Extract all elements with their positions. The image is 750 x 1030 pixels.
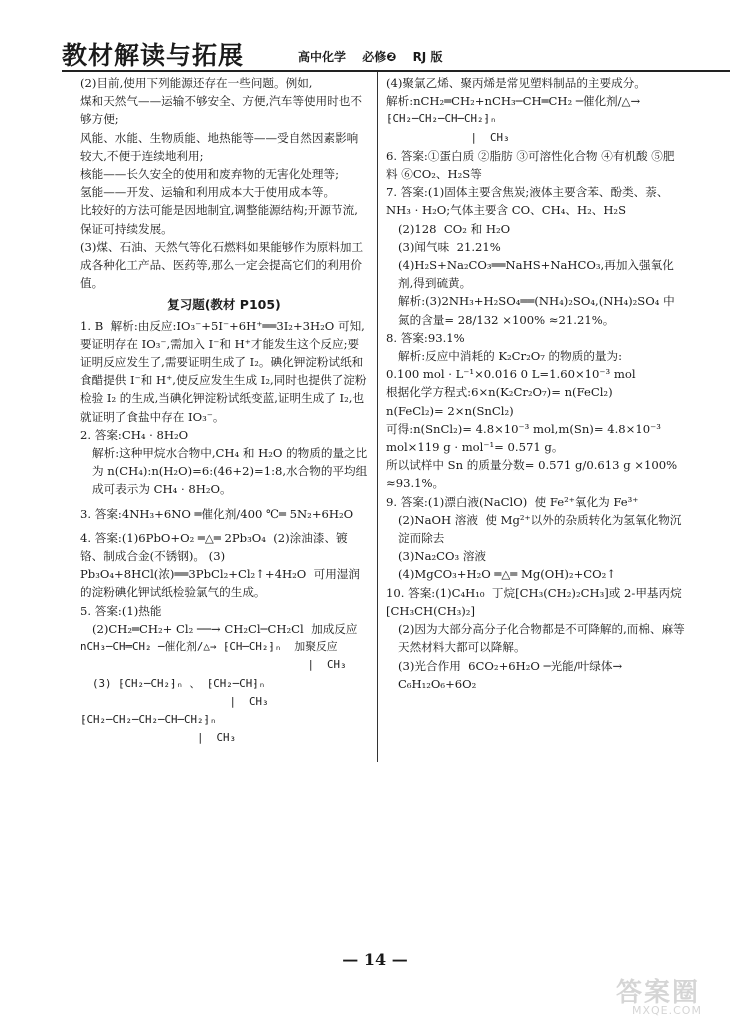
answer-q5-part3-branch: | CH₃ [80,658,347,672]
answer-q5-part4-branch: | CH₃ [80,694,269,708]
answer-q7-part3: (3)闻气味 21.21% [398,239,501,254]
answer-q5-part6: (4)聚氯乙烯、聚丙烯是常见塑料制品的主要成分。 [386,76,646,90]
analysis-q8-line3: 根据化学方程式:6×n(K₂Cr₂O₇)= n(FeCl₂) [386,385,613,400]
analysis-q8-line4: n(FeCl₂)= 2×n(SnCl₂) [386,403,514,418]
answer-q10-part3: (3)光合作用 6CO₂+6H₂O ─光能/叶绿体→ C₆H₁₂O₆+6O₂ [398,658,626,691]
answer-q5-part1: 5. 答案:(1)热能 [80,603,162,618]
paragraph-intro: (2)目前,使用下列能源还存在一些问题。例如, [80,76,313,90]
answer-q7-part2: (2)128 CO₂ 和 H₂O [398,221,511,236]
review-section-title: 复习题(教材 P105) [167,297,281,313]
analysis-q7: 解析:(3)2NH₃+H₂SO₄══(NH₄)₂SO₄,(NH₄)₂SO₄ 中氮的含量= 28/132 ×100% ≈21.21%。 [398,294,675,327]
answer-q1: 1. B 解析:由反应:IO₃⁻+5I⁻+6H⁺══3I₂+3H₂O 可知,要证明存在 IO₃⁻,需加入 I⁻和 H⁺才能发生这个反应;要证明反应发生了,需要证明生成了 I₂。碘化钾淀粉试纸和食醋提供 I⁻和 H⁺,使反应发生生成 I₂,同时也提供了淀粉检验 I₂ 的生成,当碘化钾淀粉试纸变蓝,证明生成了 I₂,也就证明了食盐中存在 IO₃⁻。 [80,318,367,424]
paragraph-nuclear: 核能——长久安全的使用和废弃物的无害化处理等; [80,167,339,182]
answer-q10-part2: (2)因为大部分高分子化合物都是不可降解的,而棉、麻等天然材料大都可以降解。 [398,622,685,655]
left-column [80,74,368,747]
watermark-text: 答案圈 [616,978,701,1008]
volume-label: 必修❷ [362,50,397,64]
analysis-q8-line1: 解析:反应中消耗的 K₂Cr₂O₇ 的物质的量为: [398,349,623,364]
edition-label: RJ 版 [412,50,443,64]
paragraph-coal-gas: 煤和天然气——运输不够安全、方便,汽车等使用时也不够方便; [80,94,362,127]
paragraph-wind-water: 风能、水能、生物质能、地热能等——受自然因素影响较大,不便于连续地利用; [80,130,359,163]
book-title: 教材解读与拓展 [62,41,245,70]
answer-q9-part1: 9. 答案:(1)漂白液(NaClO) 使 Fe²⁺氧化为 Fe³⁺ [386,494,639,509]
page-number: — 14 — [342,950,408,969]
book-subtitle [298,48,454,65]
column-divider [377,72,378,762]
answer-q5-part5: ⁅CH₂─CH₂─CH₂─CH─CH₂⁆ₙ [80,712,217,726]
analysis-q5-polymer-branch: | CH₃ [386,130,510,144]
answer-q4: 4. 答案:(1)6PbO+O₂ ═△═ 2Pb₃O₄ (2)涂油漆、镀铬、制成合金(不锈钢)。 (3) Pb₃O₄+8HCl(浓)══3PbCl₂+Cl₂↑+4H₂O 可用湿润的淀粉碘化钾试纸检验氯气的生成。 [80,530,360,600]
watermark-url: MXQE.COM [632,1004,702,1017]
paragraph-method: 比较好的方法可能是因地制宜,调整能源结构;开源节流,保证可持续发展。 [80,203,358,236]
answer-q9-part4: (4)MgCO₃+H₂O ═△═ Mg(OH)₂+CO₂↑ [398,567,617,582]
answer-q9-part2: (2)NaOH 溶液 使 Mg²⁺以外的杂质转化为氢氧化物沉淀而除去 [398,512,682,546]
answer-q10-part1: 10. 答案:(1)C₄H₁₀ 丁烷[CH₃(CH₂)₂CH₃]或 2-甲基丙烷[CH₃CH(CH₃)₂] [386,585,682,618]
paragraph-fossil: (3)煤、石油、天然气等化石燃料如果能够作为原料加工成各种化工产品、医药等,那么一定会提高它们的利用价值。 [80,239,364,291]
analysis-q8-line5: 可得:n(SnCl₂)= 4.8×10⁻³ mol,m(Sn)= 4.8×10⁻³ mol×119 g · mol⁻¹= 0.571 g。 [386,421,665,455]
answer-q5-part4: (3) ⁅CH₂─CH₂⁆ₙ 、 ⁅CH₂─CH⁆ₙ [92,676,266,690]
answer-q9-part3: (3)Na₂CO₃ 溶液 [398,549,487,564]
analysis-q5: 解析:nCH₂═CH₂+nCH₃─CH═CH₂ ─催化剂/△→ [386,94,641,109]
answer-q3: 3. 答案:4NH₃+6NO ═催化剂/400 ℃═ 5N₂+6H₂O [80,506,354,521]
answer-q5-part2: (2)CH₂═CH₂+ Cl₂ ──→ CH₂Cl─CH₂Cl 加成反应 [92,621,358,636]
page-header [62,34,730,72]
subject-label: 高中化学 [298,50,347,64]
answer-q2: 2. 答案:CH₄ · 8H₂O [80,427,189,442]
analysis-q5-polymer: ⁅CH₂─CH₂─CH─CH₂⁆ₙ [386,112,497,126]
answer-q5-part3: nCH₃─CH═CH₂ ─催化剂/△→ ⁅CH─CH₂⁆ₙ 加聚反应 [80,640,338,654]
answer-q8: 8. 答案:93.1% [386,330,465,345]
answer-q7-part1: 7. 答案:(1)固体主要含焦炭;液体主要含苯、酚类、萘、NH₃ · H₂O;气体主要含 CO、CH₄、H₂、H₂S [386,185,669,218]
analysis-q8-line6: 所以试样中 Sn 的质量分数= 0.571 g/0.613 g ×100% ≈93.1%。 [386,458,681,491]
right-column [386,74,686,693]
answer-q5-part5-branch: | CH₃ [80,731,237,745]
paragraph-hydrogen: 氢能——开发、运输和利用成本大于使用成本等。 [80,185,336,200]
watermark-logo [610,972,735,1022]
analysis-q2: 解析:这种甲烷水合物中,CH₄ 和 H₂O 的物质的量之比为 n(CH₄):n(H₂O)=6:(46+2)=1:8,水合物的平均组成可表示为 CH₄ · 8H₂O。 [92,446,368,497]
answer-q7-part4: (4)H₂S+Na₂CO₃══NaHS+NaHCO₃,再加入强氧化剂,得到硫黄。 [398,258,674,291]
answer-q6: 6. 答案:①蛋白质 ②脂肪 ③可溶性化合物 ④有机酸 ⑤肥料 ⑥CO₂、H₂S等 [386,148,675,182]
analysis-q8-line2: 0.100 mol · L⁻¹×0.016 0 L=1.60×10⁻³ mol [386,367,636,382]
